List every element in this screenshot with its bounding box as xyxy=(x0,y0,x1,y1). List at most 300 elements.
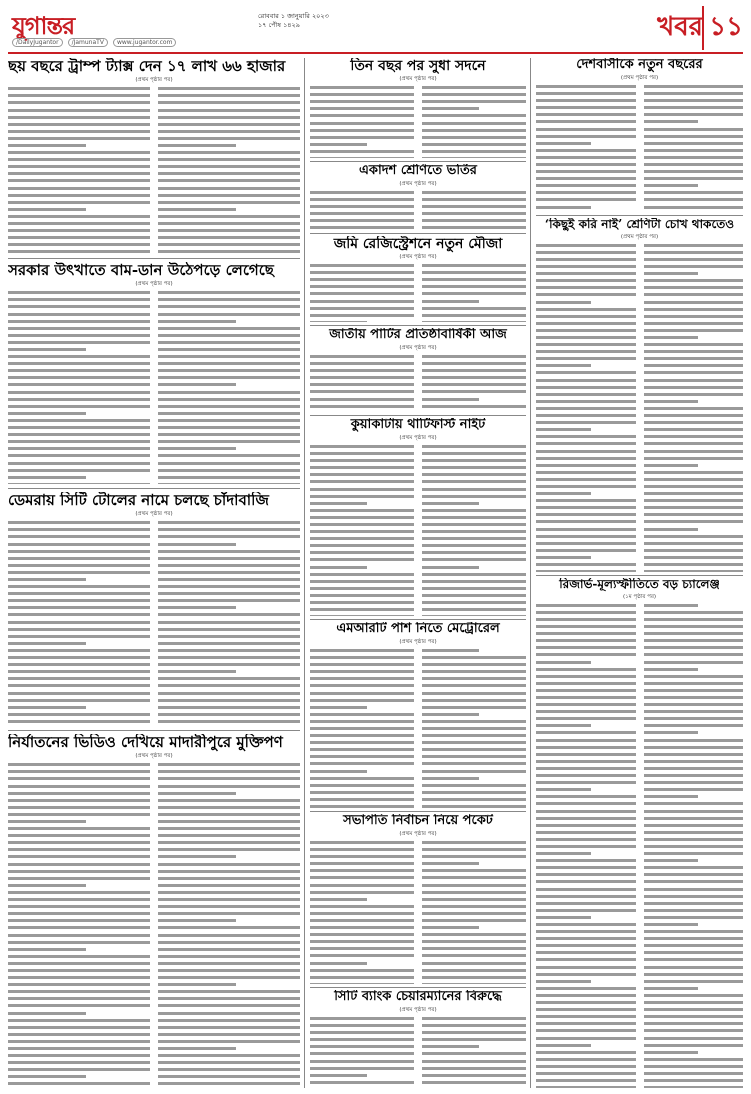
article-continuation: (প্রথম পৃষ্ঠার পর) xyxy=(399,76,437,83)
article-body xyxy=(310,841,526,984)
text-line-placeholder xyxy=(8,1033,150,1036)
text-line-placeholder xyxy=(158,891,300,894)
text-line-placeholder xyxy=(8,405,150,408)
text-line-placeholder xyxy=(8,298,150,301)
text-line-placeholder xyxy=(422,285,526,288)
text-line-placeholder xyxy=(310,495,414,498)
text-line-placeholder xyxy=(422,558,526,561)
text-line-placeholder xyxy=(644,485,744,488)
text-line-placeholder xyxy=(310,791,414,794)
text-line-placeholder xyxy=(158,243,300,246)
text-line-placeholder xyxy=(8,948,86,951)
text-line-placeholder xyxy=(536,170,636,173)
text-line-placeholder xyxy=(310,1067,414,1070)
text-line-placeholder xyxy=(8,863,150,866)
text-line-placeholder xyxy=(8,165,150,168)
text-line-placeholder xyxy=(8,1040,150,1043)
text-line-placeholder xyxy=(422,551,526,554)
text-line-placeholder xyxy=(536,760,636,763)
text-line-placeholder xyxy=(8,785,150,788)
text-line-placeholder xyxy=(158,250,300,253)
article-body xyxy=(310,264,526,322)
text-line-placeholder xyxy=(422,129,526,132)
text-line-placeholder xyxy=(310,226,414,229)
text-line-placeholder xyxy=(8,699,150,702)
youtube-link[interactable]: /JamunaTV xyxy=(68,38,108,47)
text-line-placeholder xyxy=(158,670,236,673)
text-line-placeholder xyxy=(644,611,744,614)
text-line-placeholder xyxy=(310,940,414,943)
text-line-placeholder xyxy=(8,870,150,873)
text-line-placeholder xyxy=(310,891,414,894)
article-headline: সভাপতি নির্বাচন নিয়ে পকেট xyxy=(343,814,493,828)
article-continuation: (প্রথম পৃষ্ঠার পর) xyxy=(399,638,437,645)
text-line-placeholder xyxy=(158,919,236,922)
text-line-placeholder xyxy=(422,321,526,322)
text-line-placeholder xyxy=(310,869,414,872)
text-line-placeholder xyxy=(158,1068,300,1071)
text-line-placeholder xyxy=(8,926,150,929)
text-line-placeholder xyxy=(644,987,699,990)
text-line-placeholder xyxy=(644,364,744,367)
column-divider xyxy=(530,58,531,1088)
text-line-placeholder xyxy=(644,520,744,523)
text-line-placeholder xyxy=(422,198,526,201)
text-line-placeholder xyxy=(8,172,150,175)
text-line-placeholder xyxy=(536,632,636,635)
text-line-placeholder xyxy=(8,599,150,602)
text-line-placeholder xyxy=(536,689,636,692)
text-line-placeholder xyxy=(158,613,300,616)
text-line-placeholder xyxy=(8,426,150,429)
text-line-placeholder xyxy=(536,485,636,488)
text-line-placeholder xyxy=(536,293,636,296)
text-line-placeholder xyxy=(310,205,414,208)
text-line-placeholder xyxy=(644,386,744,389)
text-line-placeholder xyxy=(158,454,300,457)
text-line-placeholder xyxy=(8,962,150,965)
article-sudha-sadan xyxy=(310,58,526,158)
text-line-placeholder xyxy=(644,499,744,502)
text-line-placeholder xyxy=(644,450,744,453)
text-line-placeholder xyxy=(158,592,300,595)
text-line-placeholder xyxy=(644,322,744,325)
text-line-placeholder xyxy=(644,563,744,566)
text-line-placeholder xyxy=(310,93,414,96)
text-line-placeholder xyxy=(536,478,636,481)
text-line-placeholder xyxy=(644,371,744,374)
text-line-placeholder xyxy=(158,912,300,915)
text-line-placeholder xyxy=(8,976,150,979)
text-line-placeholder xyxy=(536,471,636,474)
text-line-placeholder xyxy=(644,852,744,855)
text-line-placeholder xyxy=(644,1037,744,1040)
text-line-placeholder xyxy=(158,462,300,465)
text-line-placeholder xyxy=(536,563,636,566)
text-line-placeholder xyxy=(310,969,414,972)
text-line-placeholder xyxy=(536,414,636,417)
text-line-placeholder xyxy=(8,621,150,624)
text-line-placeholder xyxy=(8,87,150,90)
date-bengali: ১৭ পৌষ ১৪২৯ xyxy=(258,21,300,29)
text-line-placeholder xyxy=(422,398,479,401)
text-line-placeholder xyxy=(644,549,744,552)
text-line-placeholder xyxy=(8,462,150,465)
text-line-placeholder xyxy=(310,405,414,408)
text-line-placeholder xyxy=(536,696,636,699)
text-line-placeholder xyxy=(8,1019,150,1022)
text-line-placeholder xyxy=(8,201,150,204)
text-line-placeholder xyxy=(310,488,414,491)
text-line-placeholder xyxy=(310,1060,414,1063)
text-line-placeholder xyxy=(310,954,414,957)
text-line-placeholder xyxy=(158,426,300,429)
text-line-placeholder xyxy=(310,369,414,372)
text-line-placeholder xyxy=(158,187,300,190)
text-line-placeholder xyxy=(158,550,300,553)
text-line-placeholder xyxy=(536,506,636,509)
text-line-placeholder xyxy=(158,841,300,844)
article-headline: সিটি ব্যাংক চেয়ারম্যানের বিরুদ্ধে xyxy=(334,990,502,1004)
text-line-placeholder xyxy=(422,706,526,709)
text-line-placeholder xyxy=(310,713,414,716)
text-line-placeholder xyxy=(158,194,300,197)
text-line-placeholder xyxy=(536,120,636,123)
text-line-placeholder xyxy=(422,544,526,547)
text-line-placeholder xyxy=(8,941,150,944)
text-line-placeholder xyxy=(8,934,150,937)
text-line-placeholder xyxy=(310,876,414,879)
text-line-placeholder xyxy=(422,983,526,984)
text-line-placeholder xyxy=(310,1038,414,1041)
text-line-placeholder xyxy=(422,947,526,950)
article-continuation: (প্রথম পৃষ্ঠার পর) xyxy=(620,74,659,81)
text-line-placeholder xyxy=(158,320,236,323)
text-line-placeholder xyxy=(8,1047,150,1050)
text-line-placeholder xyxy=(536,1015,636,1018)
text-line-placeholder xyxy=(158,476,300,479)
text-line-placeholder xyxy=(422,784,526,787)
text-line-placeholder xyxy=(158,348,300,351)
text-line-placeholder xyxy=(422,219,526,222)
text-line-placeholder xyxy=(644,528,699,531)
text-line-placeholder xyxy=(644,661,744,664)
text-line-placeholder xyxy=(644,184,699,187)
text-line-placeholder xyxy=(158,341,300,344)
text-line-placeholder xyxy=(536,322,636,325)
text-line-placeholder xyxy=(8,969,150,972)
text-line-placeholder xyxy=(536,149,636,152)
text-line-placeholder xyxy=(310,278,414,281)
text-line-placeholder xyxy=(644,859,699,862)
text-line-placeholder xyxy=(158,628,300,631)
text-line-placeholder xyxy=(644,506,744,509)
text-line-placeholder xyxy=(8,243,150,246)
text-line-placeholder xyxy=(536,379,636,382)
text-line-placeholder xyxy=(158,684,300,687)
text-line-placeholder xyxy=(310,150,414,153)
text-line-placeholder xyxy=(8,194,150,197)
text-line-placeholder xyxy=(644,428,744,431)
text-line-placeholder xyxy=(310,684,414,687)
article-body xyxy=(8,763,300,1088)
text-line-placeholder xyxy=(536,1058,636,1061)
text-line-placeholder xyxy=(310,912,414,915)
text-line-placeholder xyxy=(422,122,526,125)
text-line-placeholder xyxy=(422,587,526,590)
newspaper-logo: যুগান্তর xyxy=(12,11,75,40)
text-line-placeholder xyxy=(422,615,526,616)
text-line-placeholder xyxy=(8,557,150,560)
text-line-placeholder xyxy=(310,523,414,526)
text-line-placeholder xyxy=(158,236,300,239)
text-line-placeholder xyxy=(536,177,636,180)
text-line-placeholder xyxy=(644,916,744,919)
text-line-placeholder xyxy=(644,909,744,912)
text-line-placeholder xyxy=(536,731,636,734)
article-body xyxy=(536,85,743,212)
text-line-placeholder xyxy=(644,731,699,734)
text-line-placeholder xyxy=(536,781,636,784)
text-line-placeholder xyxy=(158,848,300,851)
article-headline: জাতীয় পার্টির প্রতিষ্ঠাবার্ষিকী আজ xyxy=(329,328,507,342)
text-line-placeholder xyxy=(644,1065,744,1068)
text-line-placeholder xyxy=(644,895,744,898)
divider xyxy=(310,619,526,620)
text-line-placeholder xyxy=(644,478,744,481)
text-line-placeholder xyxy=(536,156,636,159)
text-line-placeholder xyxy=(8,419,150,422)
text-line-placeholder xyxy=(422,905,526,908)
divider xyxy=(536,575,743,576)
text-line-placeholder xyxy=(310,376,414,379)
text-line-placeholder xyxy=(158,621,300,624)
text-line-placeholder xyxy=(536,113,636,116)
text-line-placeholder xyxy=(8,820,86,823)
text-line-placeholder xyxy=(644,746,744,749)
text-line-placeholder xyxy=(8,483,150,484)
text-line-placeholder xyxy=(536,163,636,166)
text-line-placeholder xyxy=(158,969,300,972)
text-line-placeholder xyxy=(422,841,526,844)
text-line-placeholder xyxy=(536,135,636,138)
text-line-placeholder xyxy=(8,606,150,609)
text-line-placeholder xyxy=(536,206,591,209)
text-line-placeholder xyxy=(8,222,150,225)
text-line-placeholder xyxy=(310,129,414,132)
text-line-placeholder xyxy=(536,951,636,954)
text-line-placeholder xyxy=(644,393,744,396)
text-line-placeholder xyxy=(310,573,414,576)
divider xyxy=(310,325,526,326)
text-line-placeholder xyxy=(536,1022,636,1025)
text-line-placeholder xyxy=(158,855,236,858)
text-line-placeholder xyxy=(644,845,744,848)
text-line-placeholder xyxy=(422,798,526,801)
text-line-placeholder xyxy=(8,799,150,802)
text-line-placeholder xyxy=(8,348,86,351)
text-line-placeholder xyxy=(644,435,744,438)
text-line-placeholder xyxy=(422,466,526,469)
text-line-placeholder xyxy=(8,891,150,894)
text-line-placeholder xyxy=(536,668,636,671)
text-line-placeholder xyxy=(158,201,300,204)
text-line-placeholder xyxy=(158,94,300,97)
text-line-placeholder xyxy=(422,300,479,303)
text-line-placeholder xyxy=(8,834,150,837)
text-line-placeholder xyxy=(422,376,526,379)
text-line-placeholder xyxy=(644,1051,699,1054)
text-line-placeholder xyxy=(536,570,636,572)
text-line-placeholder xyxy=(158,179,300,182)
text-line-placeholder xyxy=(8,158,150,161)
text-line-placeholder xyxy=(422,307,526,310)
article-did-nothing xyxy=(536,218,743,572)
text-line-placeholder xyxy=(422,608,526,611)
text-line-placeholder xyxy=(536,604,636,607)
text-line-placeholder xyxy=(310,855,414,858)
text-line-placeholder xyxy=(422,205,526,208)
text-line-placeholder xyxy=(158,101,300,104)
text-line-placeholder xyxy=(158,313,300,316)
article-continuation: (প্রথম পৃষ্ঠার পর) xyxy=(399,254,437,261)
text-line-placeholder xyxy=(310,292,414,295)
text-line-placeholder xyxy=(536,400,636,403)
article-continuation: (প্রথম পৃষ্ঠার পর) xyxy=(135,281,173,288)
text-line-placeholder xyxy=(8,1075,86,1078)
text-line-placeholder xyxy=(158,706,300,709)
text-line-placeholder xyxy=(158,799,300,802)
text-line-placeholder xyxy=(158,606,236,609)
text-line-placeholder xyxy=(644,1079,744,1082)
text-line-placeholder xyxy=(8,454,150,457)
article-continuation: (প্রথম পৃষ্ঠার পর) xyxy=(135,753,173,760)
text-line-placeholder xyxy=(644,831,744,834)
text-line-placeholder xyxy=(8,362,150,365)
text-line-placeholder xyxy=(310,976,414,979)
text-line-placeholder xyxy=(422,452,526,455)
text-line-placeholder xyxy=(536,909,636,912)
text-line-placeholder xyxy=(422,580,526,583)
text-line-placeholder xyxy=(422,516,526,519)
text-line-placeholder xyxy=(310,762,414,765)
text-line-placeholder xyxy=(644,279,744,282)
text-line-placeholder xyxy=(644,421,744,424)
text-line-placeholder xyxy=(158,720,300,723)
text-line-placeholder xyxy=(158,1004,300,1007)
text-line-placeholder xyxy=(536,336,636,339)
text-line-placeholder xyxy=(310,390,414,393)
text-line-placeholder xyxy=(536,767,636,770)
text-line-placeholder xyxy=(310,300,414,303)
text-line-placeholder xyxy=(536,682,636,685)
article-body xyxy=(536,604,743,1088)
text-line-placeholder xyxy=(310,1074,367,1077)
text-line-placeholder xyxy=(158,941,300,944)
text-line-placeholder xyxy=(310,1031,414,1034)
text-line-placeholder xyxy=(158,355,300,358)
text-line-placeholder xyxy=(310,566,367,569)
article-body xyxy=(310,86,526,158)
text-line-placeholder xyxy=(644,414,744,417)
text-line-placeholder xyxy=(644,350,744,353)
text-line-placeholder xyxy=(644,781,744,784)
article-headline: একাদশ শ্রেণিতে ভর্তির xyxy=(359,164,477,178)
text-line-placeholder xyxy=(536,888,636,891)
text-line-placeholder xyxy=(536,852,591,855)
text-line-placeholder xyxy=(644,689,744,692)
text-line-placeholder xyxy=(644,1044,744,1047)
divider xyxy=(8,730,300,731)
text-line-placeholder xyxy=(310,594,414,597)
article-body xyxy=(8,521,300,726)
text-line-placeholder xyxy=(422,1052,526,1055)
text-line-placeholder xyxy=(422,720,526,723)
text-line-placeholder xyxy=(422,566,479,569)
text-line-placeholder xyxy=(422,862,479,865)
text-line-placeholder xyxy=(536,895,636,898)
text-line-placeholder xyxy=(422,488,526,491)
dateline xyxy=(258,12,329,30)
text-line-placeholder xyxy=(8,1054,150,1057)
website-link[interactable]: www.jugantor.com xyxy=(113,38,177,47)
text-line-placeholder xyxy=(536,407,636,410)
text-line-placeholder xyxy=(158,137,300,140)
text-line-placeholder xyxy=(422,390,526,393)
text-line-placeholder xyxy=(310,615,414,616)
text-line-placeholder xyxy=(422,502,479,505)
text-line-placeholder xyxy=(8,855,150,858)
text-line-placeholder xyxy=(8,327,150,330)
text-line-placeholder xyxy=(644,329,744,332)
text-line-placeholder xyxy=(8,369,150,372)
text-line-placeholder xyxy=(422,727,526,730)
text-line-placeholder xyxy=(422,459,526,462)
text-line-placeholder xyxy=(8,1068,150,1071)
text-line-placeholder xyxy=(422,898,526,901)
text-line-placeholder xyxy=(8,613,150,616)
text-line-placeholder xyxy=(310,898,367,901)
article-continuation: (প্রথম পৃষ্ঠার পর) xyxy=(620,233,659,240)
text-line-placeholder xyxy=(310,608,414,611)
text-line-placeholder xyxy=(8,841,150,844)
text-line-placeholder xyxy=(310,445,414,448)
text-line-placeholder xyxy=(8,291,150,294)
text-line-placeholder xyxy=(8,208,86,211)
text-line-placeholder xyxy=(158,305,300,308)
text-line-placeholder xyxy=(536,639,636,642)
text-line-placeholder xyxy=(8,955,150,958)
text-line-placeholder xyxy=(536,873,636,876)
text-line-placeholder xyxy=(8,236,150,239)
text-line-placeholder xyxy=(644,824,744,827)
text-line-placeholder xyxy=(644,258,744,261)
text-line-placeholder xyxy=(536,845,636,848)
text-line-placeholder xyxy=(644,618,744,621)
text-line-placeholder xyxy=(158,990,300,993)
text-line-placeholder xyxy=(644,99,744,102)
text-line-placeholder xyxy=(158,543,236,546)
text-line-placeholder xyxy=(158,763,300,766)
text-line-placeholder xyxy=(536,315,636,318)
text-line-placeholder xyxy=(644,802,744,805)
text-line-placeholder xyxy=(536,464,636,467)
text-line-placeholder xyxy=(644,724,744,727)
facebook-link[interactable]: /DailyJugantor xyxy=(12,38,63,47)
text-line-placeholder xyxy=(422,594,526,597)
text-line-placeholder xyxy=(158,649,300,652)
text-line-placeholder xyxy=(158,391,300,394)
